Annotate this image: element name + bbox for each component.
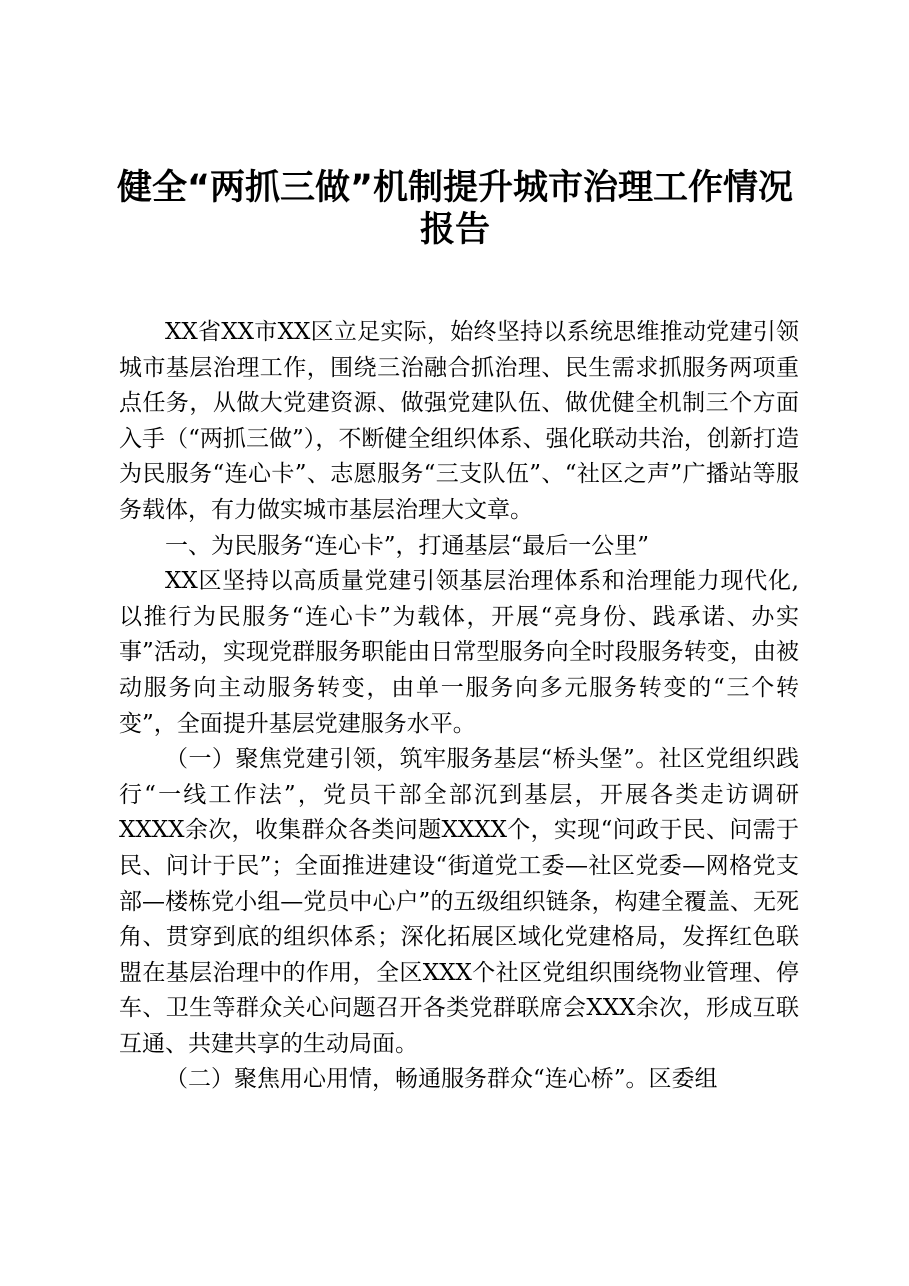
section-heading-1: 一、为民服务“连心卡”，打通基层“最后一公里” xyxy=(165,532,650,559)
subsection-2-paragraph: （二）聚焦用心用情，畅通服务群众“连心桥”。区委组 xyxy=(165,1066,718,1093)
document-body xyxy=(119,315,799,1098)
section-1-paragraph: XX区坚持以高质量党建引领基层治理体系和治理能力现代化,以推行为民服务“连心卡”为载体，开展“亮身份、践承诺、办实事”活动，实现党群服务职能由日常型服务向全时段服务转变，由被动服务向主动服务转变，由单一服务向多元服务转变的“三个转变”，全面提升基层党建服务水平。 xyxy=(119,568,799,737)
document-title-line-1: 健全“两抓三做”机制提升城市治理工作情况 xyxy=(116,168,793,208)
document-title-line-2: 报告 xyxy=(419,210,490,250)
subsection-1-paragraph: （一）聚焦党建引领，筑牢服务基层“桥头堡”。社区党组织践行“一线工作法”，党员干部全部沉到基层，开展各类走访调研XXXX余次，收集群众各类问题XXXX个，实现“问政于民、问需于民、问计于民”；全面推进建设“街道党工委—社区党委—网格党支部—楼栋党小组—党员中心户”的五级组织链条，构建全覆盖、无死角、贯穿到底的组织体系；深化拓展区域化党建格局，发挥红色联盟在基层治理中的作用，全区XXX个社区党组织围绕物业管理、停车、卫生等群众关心问题召开各类党群联席会XXX余次，形成互联互通、共建共享的生动局面。 xyxy=(119,746,799,1057)
intro-paragraph: XX省XX市XX区立足实际，始终坚持以系统思维推动党建引领城市基层治理工作，围绕三治融合抓治理、民生需求抓服务两项重点任务，从做大党建资源、做强党建队伍、做优健全机制三个方面入手（“两抓三做”），不断健全组织体系、强化联动共治，创新打造为民服务“连心卡”、志愿服务“三支队伍”、“社区之声”广播站等服务载体，有力做实城市基层治理大文章。 xyxy=(119,319,799,523)
